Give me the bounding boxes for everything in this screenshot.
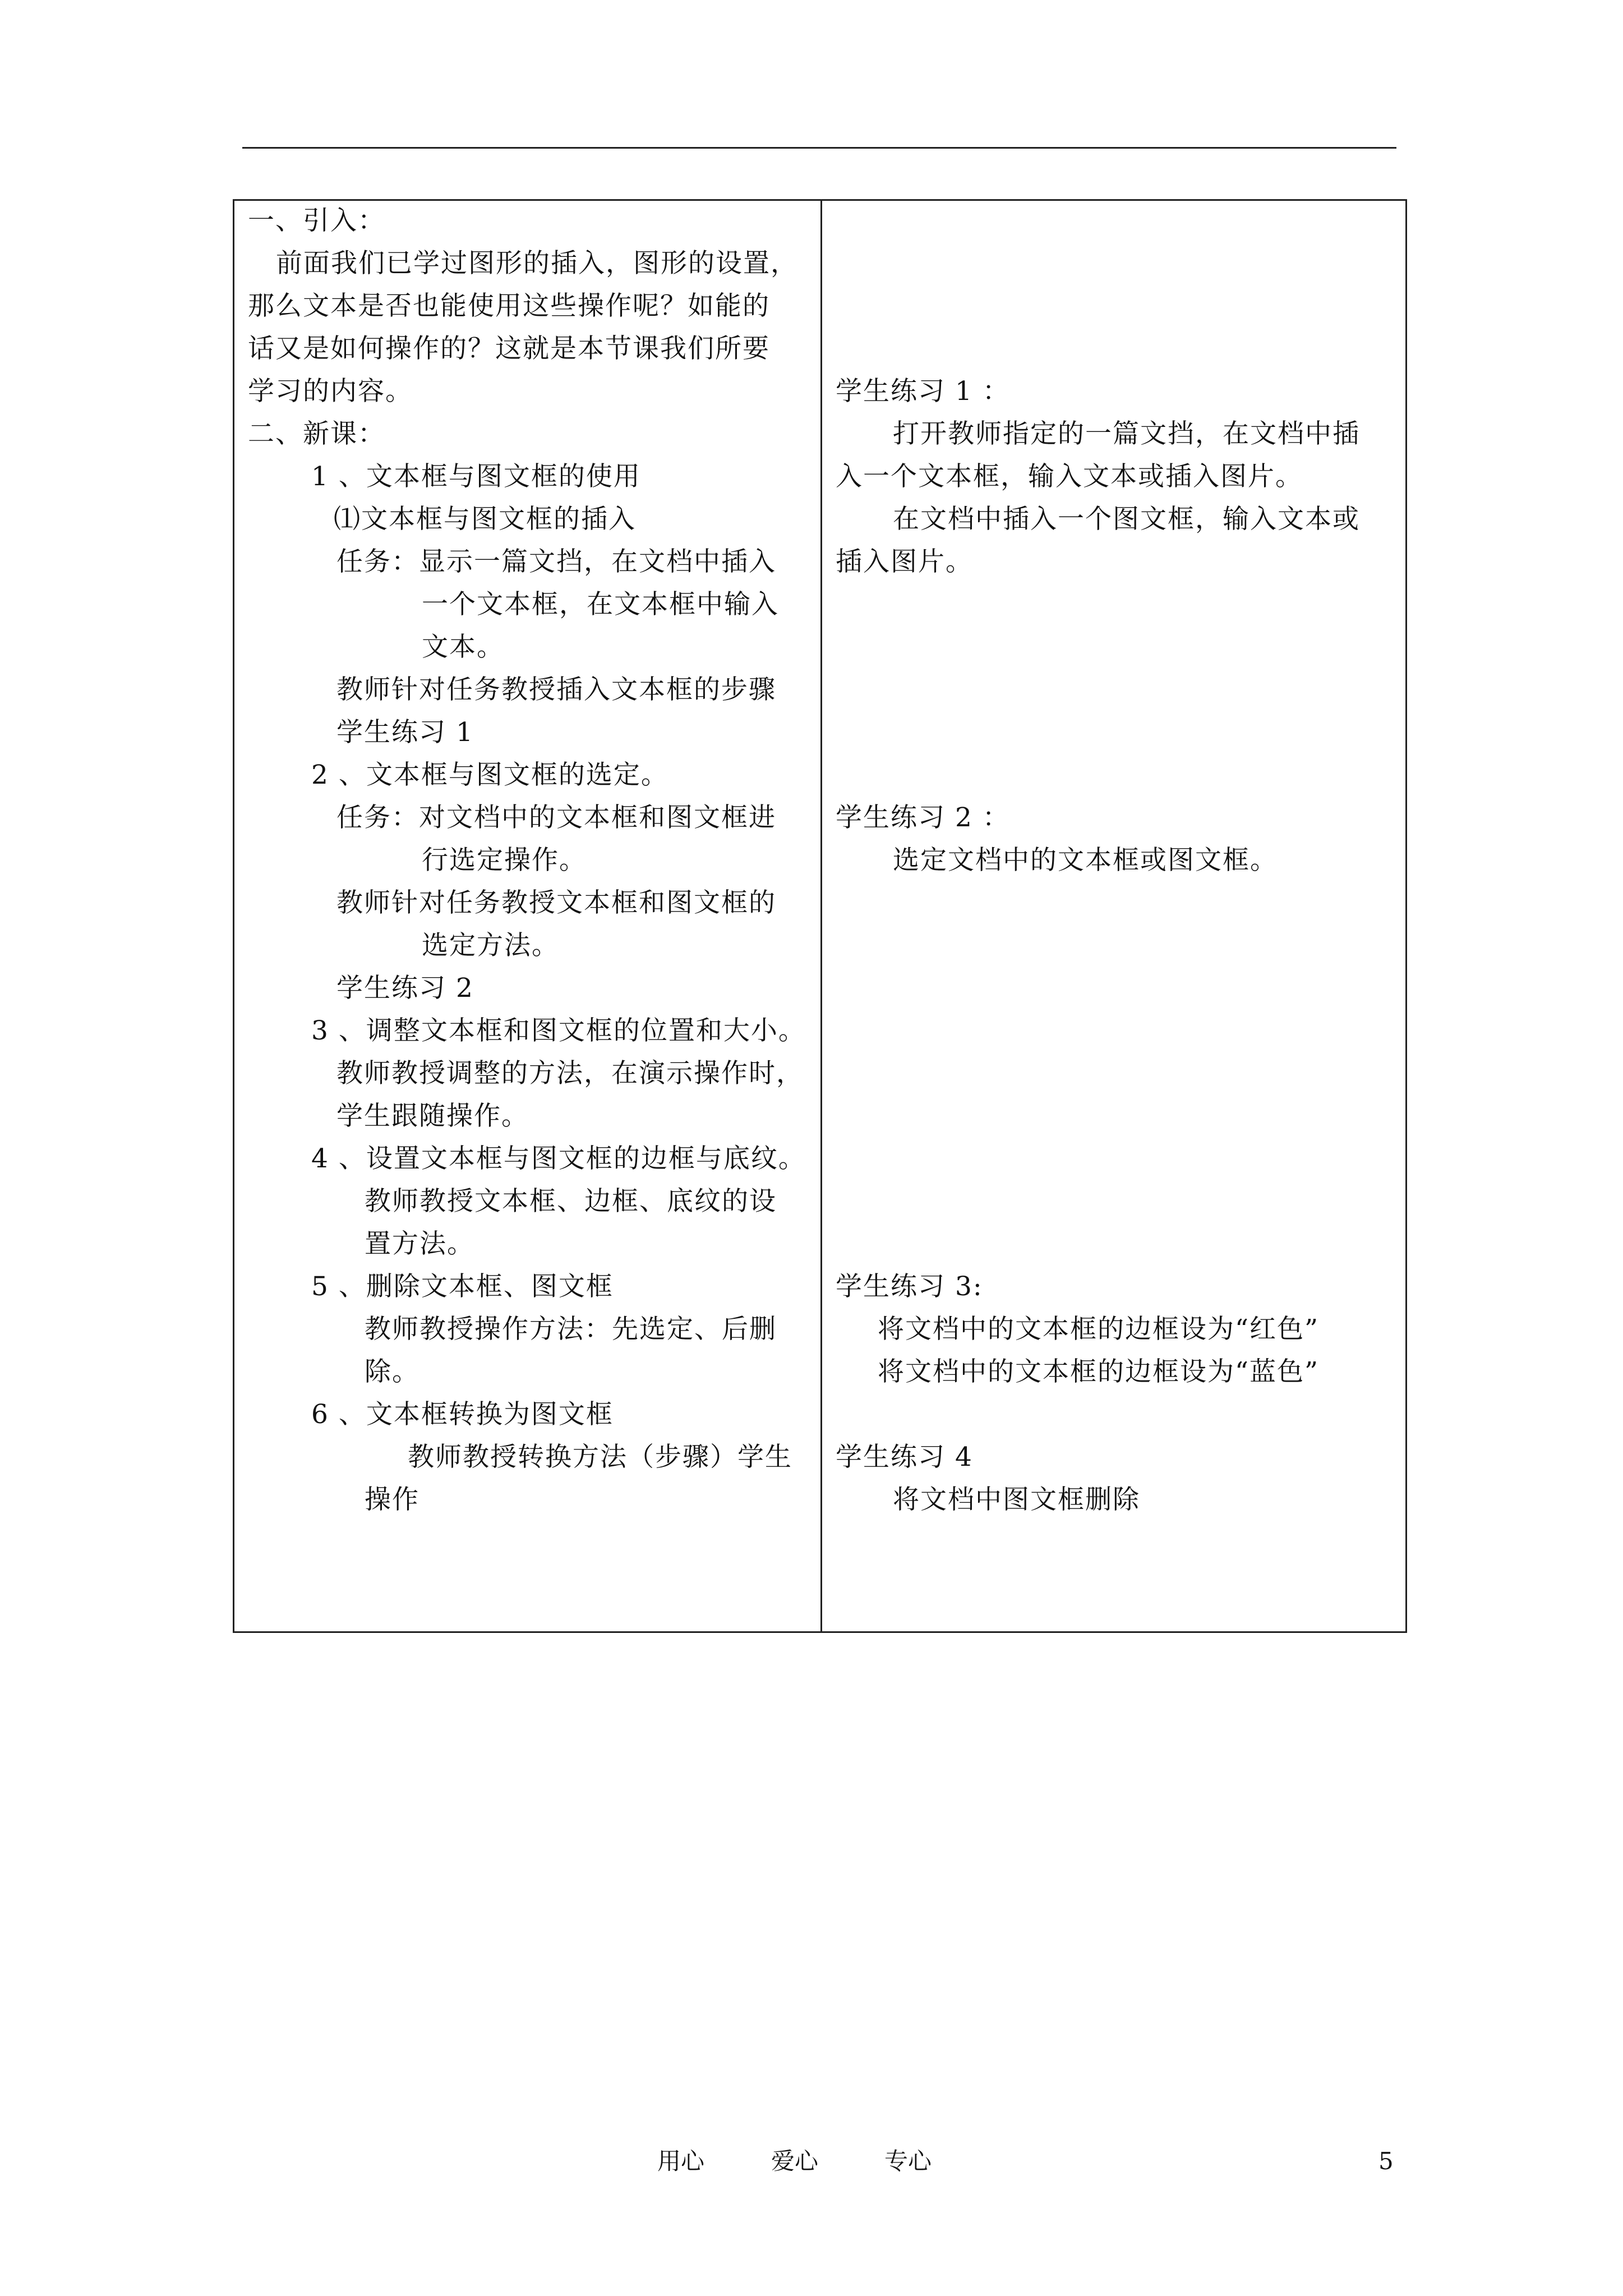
practice-heading-2: 学生练习 2 ： bbox=[836, 802, 1010, 833]
lesson-teacher-line: 除。 bbox=[365, 1356, 419, 1387]
lesson-teacher-line: 教师教授文本框、边框、底纹的设 bbox=[365, 1186, 777, 1217]
section-new-lesson-heading: 二、新课： bbox=[248, 418, 385, 449]
lesson-task-line: 行选定操作。 bbox=[422, 845, 587, 876]
lesson-teacher-line: 教师针对任务教授文本框和图文框的 bbox=[336, 887, 776, 918]
practice-text-line: 将文档中的文本框的边框设为“蓝色” bbox=[878, 1356, 1320, 1387]
practice-heading-4: 学生练习 4 bbox=[836, 1442, 973, 1473]
lesson-practice-line: 学生练习 2 bbox=[336, 973, 474, 1004]
practice-text-line: 入一个文本框，输入文本或插入图片。 bbox=[836, 461, 1303, 492]
lesson-teacher-line: 教师教授调整的方法，在演示操作时， bbox=[336, 1058, 804, 1089]
lesson-task-line: 任务：对文档中的文本框和图文框进 bbox=[336, 802, 776, 833]
lesson-teacher-line: 教师教授转换方法（步骤）学生 bbox=[408, 1442, 792, 1473]
practice-text-line: 将文档中图文框删除 bbox=[893, 1484, 1140, 1515]
page-number: 5 bbox=[1378, 2147, 1394, 2175]
footer-motto-2: 爱心 bbox=[771, 2147, 819, 2175]
lesson-item-1: 1 、文本框与图文框的使用 bbox=[311, 461, 641, 492]
lesson-item-3: 3 、调整文本框和图文框的位置和大小。 bbox=[311, 1015, 806, 1046]
practice-heading-3: 学生练习 3: bbox=[836, 1271, 983, 1302]
intro-text-line: 前面我们已学过图形的插入，图形的设置， bbox=[276, 248, 798, 279]
lesson-subitem: ⑴文本框与图文框的插入 bbox=[334, 504, 636, 535]
practice-text-line: 选定文档中的文本框或图文框。 bbox=[893, 845, 1278, 876]
lesson-teacher-line: 操作 bbox=[365, 1484, 419, 1515]
lesson-teacher-line: 教师教授操作方法：先选定、后删 bbox=[365, 1314, 777, 1345]
lesson-item-4: 4 、设置文本框与图文框的边框与底纹。 bbox=[311, 1143, 806, 1174]
lesson-practice-line: 学生练习 1 bbox=[336, 717, 474, 748]
lesson-item-5: 5 、删除文本框、图文框 bbox=[311, 1271, 614, 1302]
lesson-teacher-line: 学生跟随操作。 bbox=[336, 1101, 529, 1131]
practice-text-line: 插入图片。 bbox=[836, 546, 973, 577]
lesson-task-line: 一个文本框，在文本框中输入 bbox=[422, 589, 779, 620]
lesson-item-2: 2 、文本框与图文框的选定。 bbox=[311, 760, 668, 790]
footer-motto-3: 专心 bbox=[884, 2147, 932, 2175]
lesson-teacher-line: 置方法。 bbox=[365, 1228, 474, 1259]
lesson-task-line: 任务：显示一篇文挡，在文档中插入 bbox=[336, 546, 776, 577]
practice-heading-1: 学生练习 1 ： bbox=[836, 376, 1010, 407]
section-intro-heading: 一、引入： bbox=[248, 205, 385, 236]
intro-text-line: 话又是如何操作的？这就是本节课我们所要 bbox=[248, 333, 770, 364]
practice-text-line: 将文档中的文本框的边框设为“红色” bbox=[878, 1314, 1320, 1345]
lesson-item-6: 6 、文本框转换为图文框 bbox=[311, 1399, 614, 1430]
intro-text-line: 学习的内容。 bbox=[248, 376, 413, 407]
practice-text-line: 打开教师指定的一篇文挡，在文档中插 bbox=[893, 418, 1360, 449]
lesson-task-line: 文本。 bbox=[422, 632, 504, 662]
column-divider bbox=[820, 201, 822, 1631]
practice-text-line: 在文档中插入一个图文框，输入文本或 bbox=[893, 504, 1360, 535]
footer-motto-1: 用心 bbox=[657, 2147, 705, 2175]
lesson-teacher-line: 选定方法。 bbox=[422, 930, 559, 961]
header-rule bbox=[242, 147, 1396, 149]
lesson-teacher-line: 教师针对任务教授插入文本框的步骤 bbox=[336, 674, 776, 705]
intro-text-line: 那么文本是否也能使用这些操作呢？如能的 bbox=[248, 291, 770, 321]
